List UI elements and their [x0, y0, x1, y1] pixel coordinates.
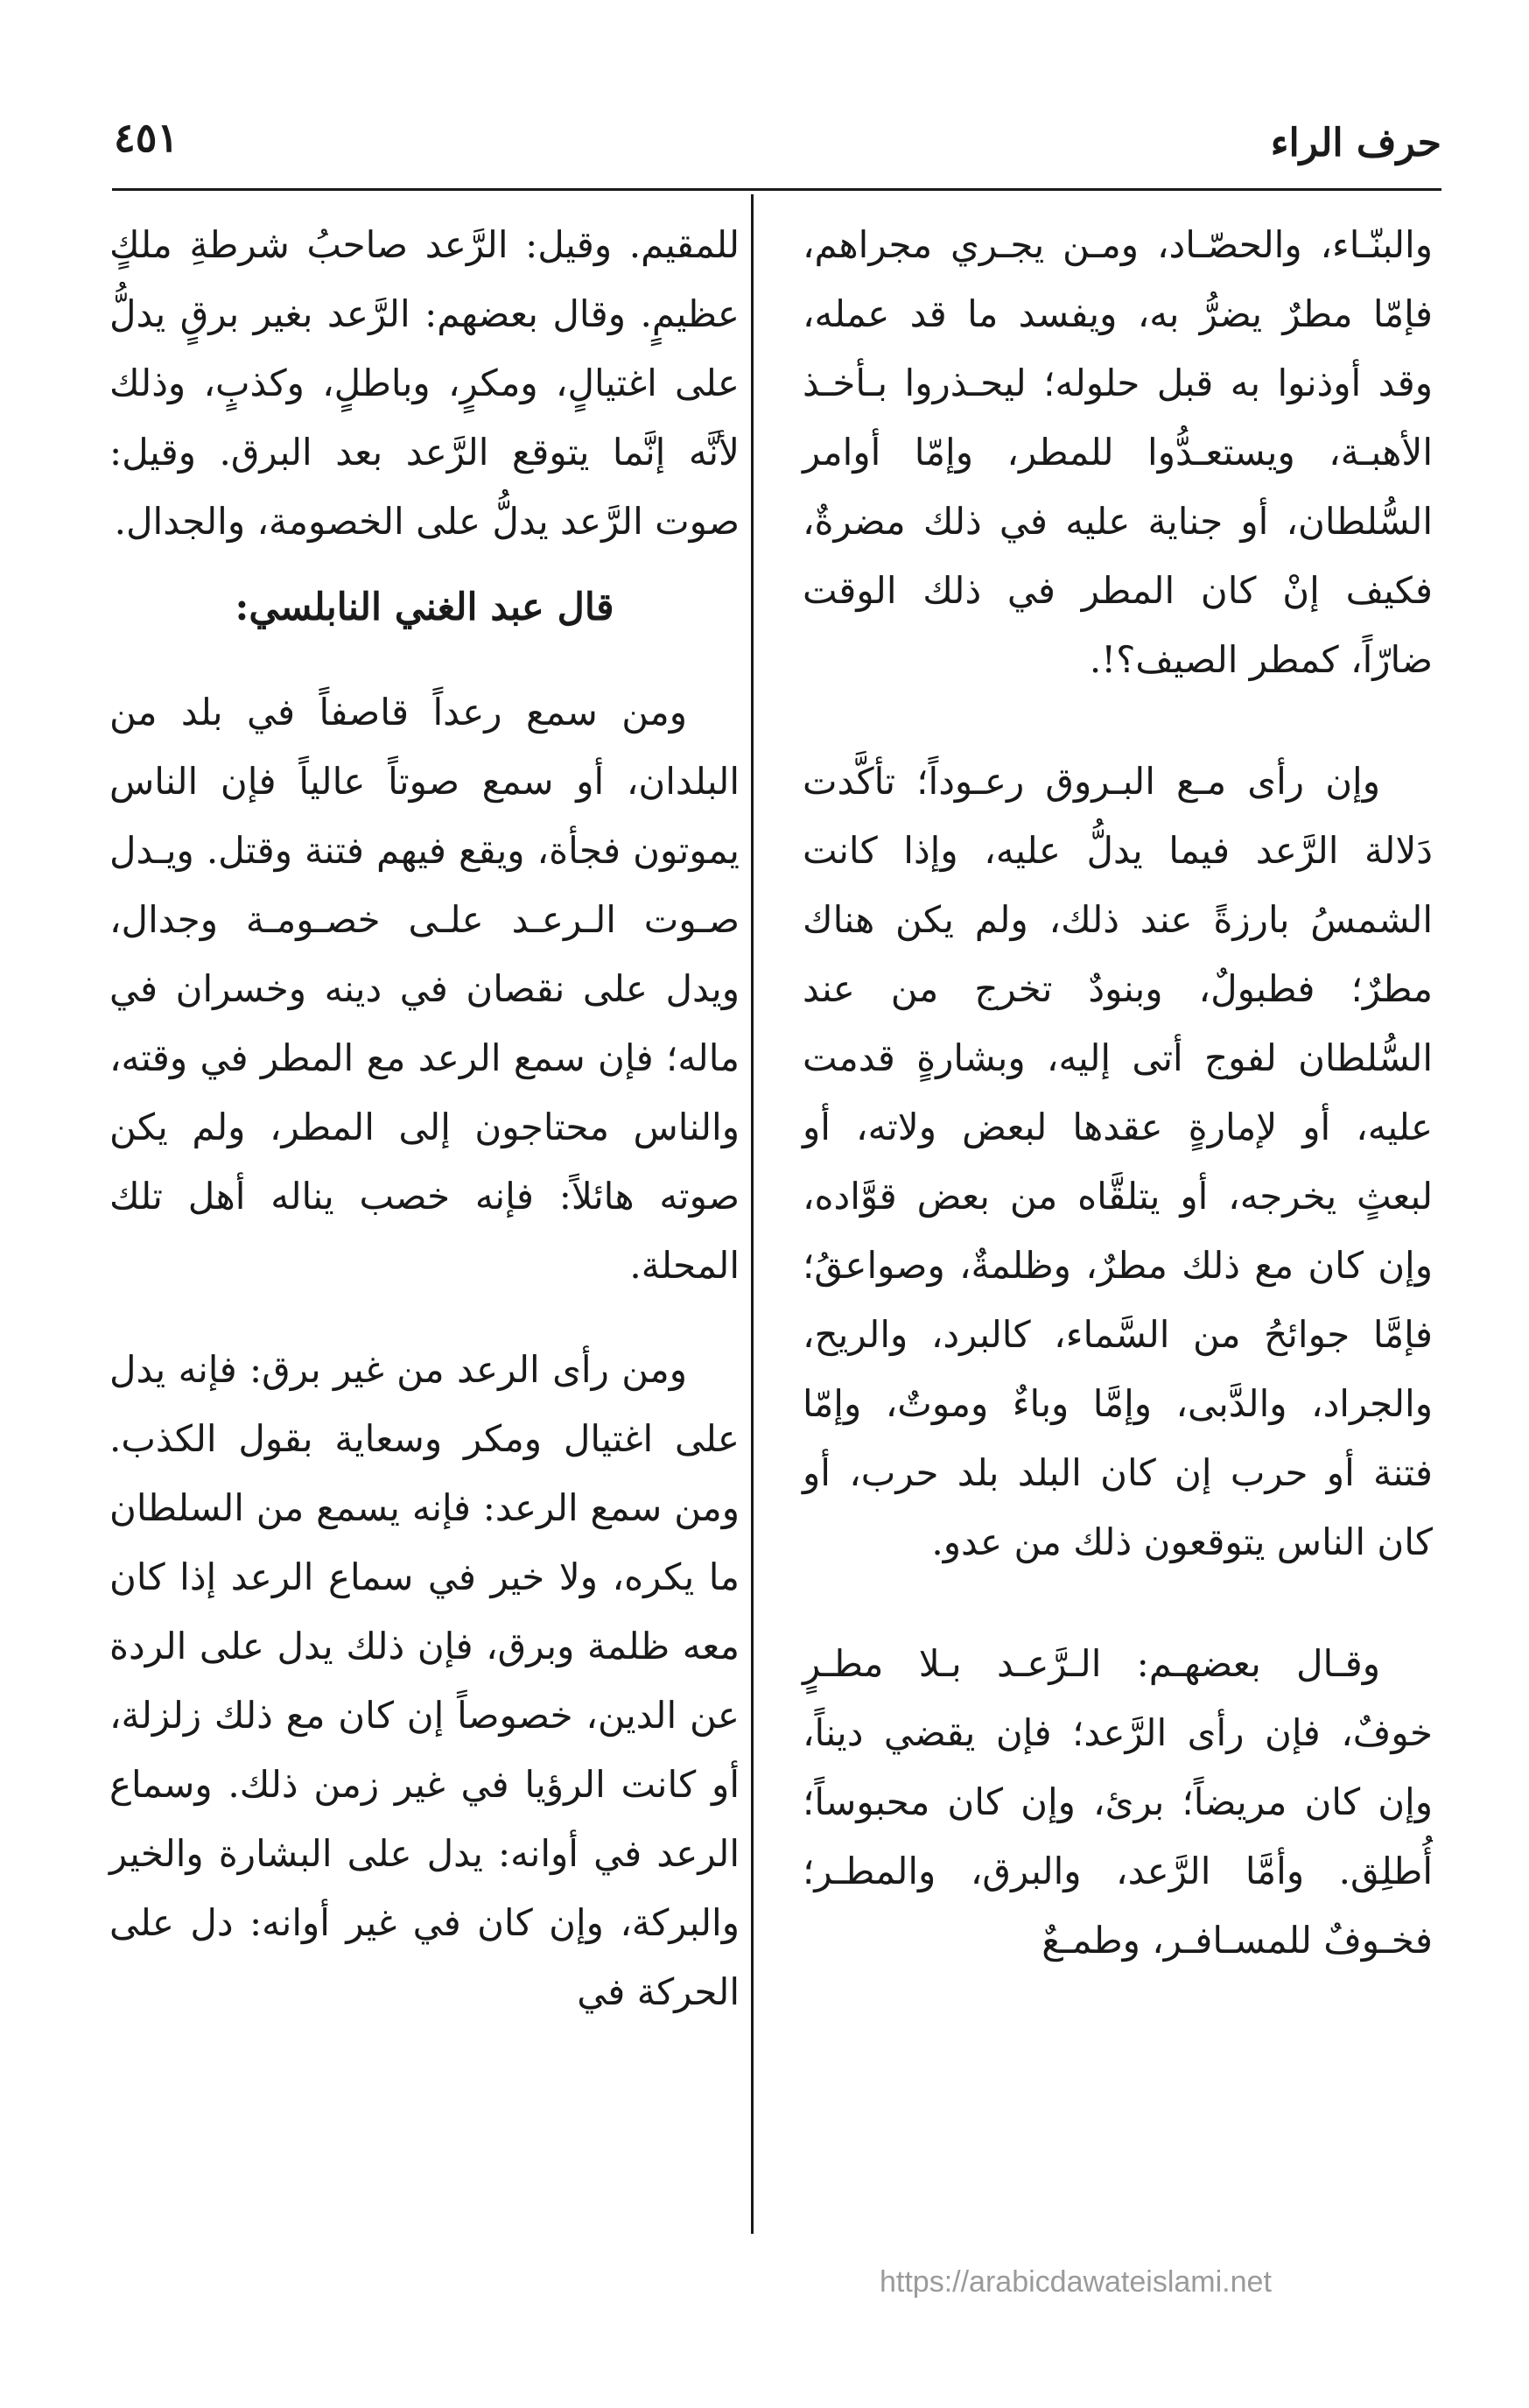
chapter-title: حرف الراء: [1270, 121, 1441, 165]
header-divider: [112, 188, 1441, 191]
paragraph: وقـال بعضهـم: الـرَّعـد بـلا مطـرٍ خوفٌ، فإن رأى الرَّعد؛ فإن يقضي ديناً، وإن كان مريضاً؛ برئ، وإن كان محبوساً؛ أُطلِق. وأمَّا الرَّعد، والبرق، والمطـر؛ فخـوفٌ للمسـافـر، وطمـعٌ: [803, 1642, 1433, 1962]
paragraph: ومن سمع رعداً قاصفاً في بلد من البلدان، أو سمع صوتاً عالياً فإن الناس يموتون فجأة، ويقع فيهم فتنة وقتل. ويـدل صـوت الـرعـد علـى خصـومـة وجدال، ويدل على نقصان في دينه وخسران في ماله؛ فإن سمع الرعد مع المطر في وقته، والناس محتاجون إلى المطر، ولم يكن صوته هائلاً: فإنه خصب يناله أهل تلك المحلة.: [109, 691, 740, 1287]
column-divider: [751, 194, 754, 2234]
section-heading: قال عبد الغني النابلسي:: [235, 586, 614, 629]
watermark-url: https://arabicdawateislami.net: [880, 2265, 1272, 2299]
paragraph: للمقيم. وقيل: الرَّعد صاحبُ شرطةِ ملكٍ عظيمٍ. وقال بعضهم: الرَّعد بغير برقٍ يدلُّ على اغتيالٍ، ومكرٍ، وباطلٍ، وكذبٍ، وذلك لأنَّه إنَّما يتوقع الرَّعد بعد البرق. وقيل: صوت الرَّعد يدلُّ على الخصومة، والجدال.: [109, 223, 740, 543]
page-number: ٤٥١: [114, 114, 179, 161]
paragraph: وإن رأى مـع البـروق رعـوداً؛ تأكَّدت دَلالة الرَّعد فيما يدلُّ عليه، وإذا كانت الشمسُ بارزةً عند ذلك، ولم يكن هناك مطرٌ؛ فطبولٌ، وبنودٌ تخرج من عند السُّلطان لفوج أتى إليه، وبشارةٍ قدمت عليه، أو لإمارةٍ عقدها لبعض ولاته، أو لبعثٍ يخرجه، أو يتلقَّاه من بعض قوَّاده، وإن كان مع ذلك مطرٌ، وظلمةٌ، وصواعقُ؛ فإمَّا جوائحُ من السَّماء، كالبرد، والريح، والجراد، والدَّبى، وإمَّا وباءٌ وموتٌ، وإمّا فتنة أو حرب إن كان البلد بلد حرب، أو كان الناس يتوقعون ذلك من عدو.: [803, 760, 1433, 1563]
paragraph: والبنّـاء، والحصّـاد، ومـن يجـري مجراهم، فإمّا مطرٌ يضرُّ به، ويفسد ما قد عمله، وقد أوذنوا به قبل حلوله؛ ليحـذروا بـأخـذ الأهبـة، ويستعـدُّوا للمطر، وإمّا أوامر السُّلطان، أو جناية عليه في ذلك مضرةٌ، فكيف إنْ كان المطر في ذلك الوقت ضارّاً، كمطر الصيف؟!.: [803, 223, 1433, 681]
right-column: [803, 210, 1433, 1975]
paragraph: ومن رأى الرعد من غير برق: فإنه يدل على اغتيال ومكر وسعاية بقول الكذب. ومن سمع الرعد: فإنه يسمع من السلطان ما يكره، ولا خير في سماع الرعد إذا كان معه ظلمة وبرق، فإن ذلك يدل على الردة عن الدين، خصوصاً إن كان مع ذلك زلزلة، أو كانت الرؤيا في غير زمن ذلك. وسماع الرعد في أوانه: يدل على البشارة والخير والبركة، وإن كان في غير أوانه: دل على الحركة في: [109, 1348, 740, 2013]
left-column: [109, 210, 740, 2026]
page-header: [114, 105, 1441, 184]
